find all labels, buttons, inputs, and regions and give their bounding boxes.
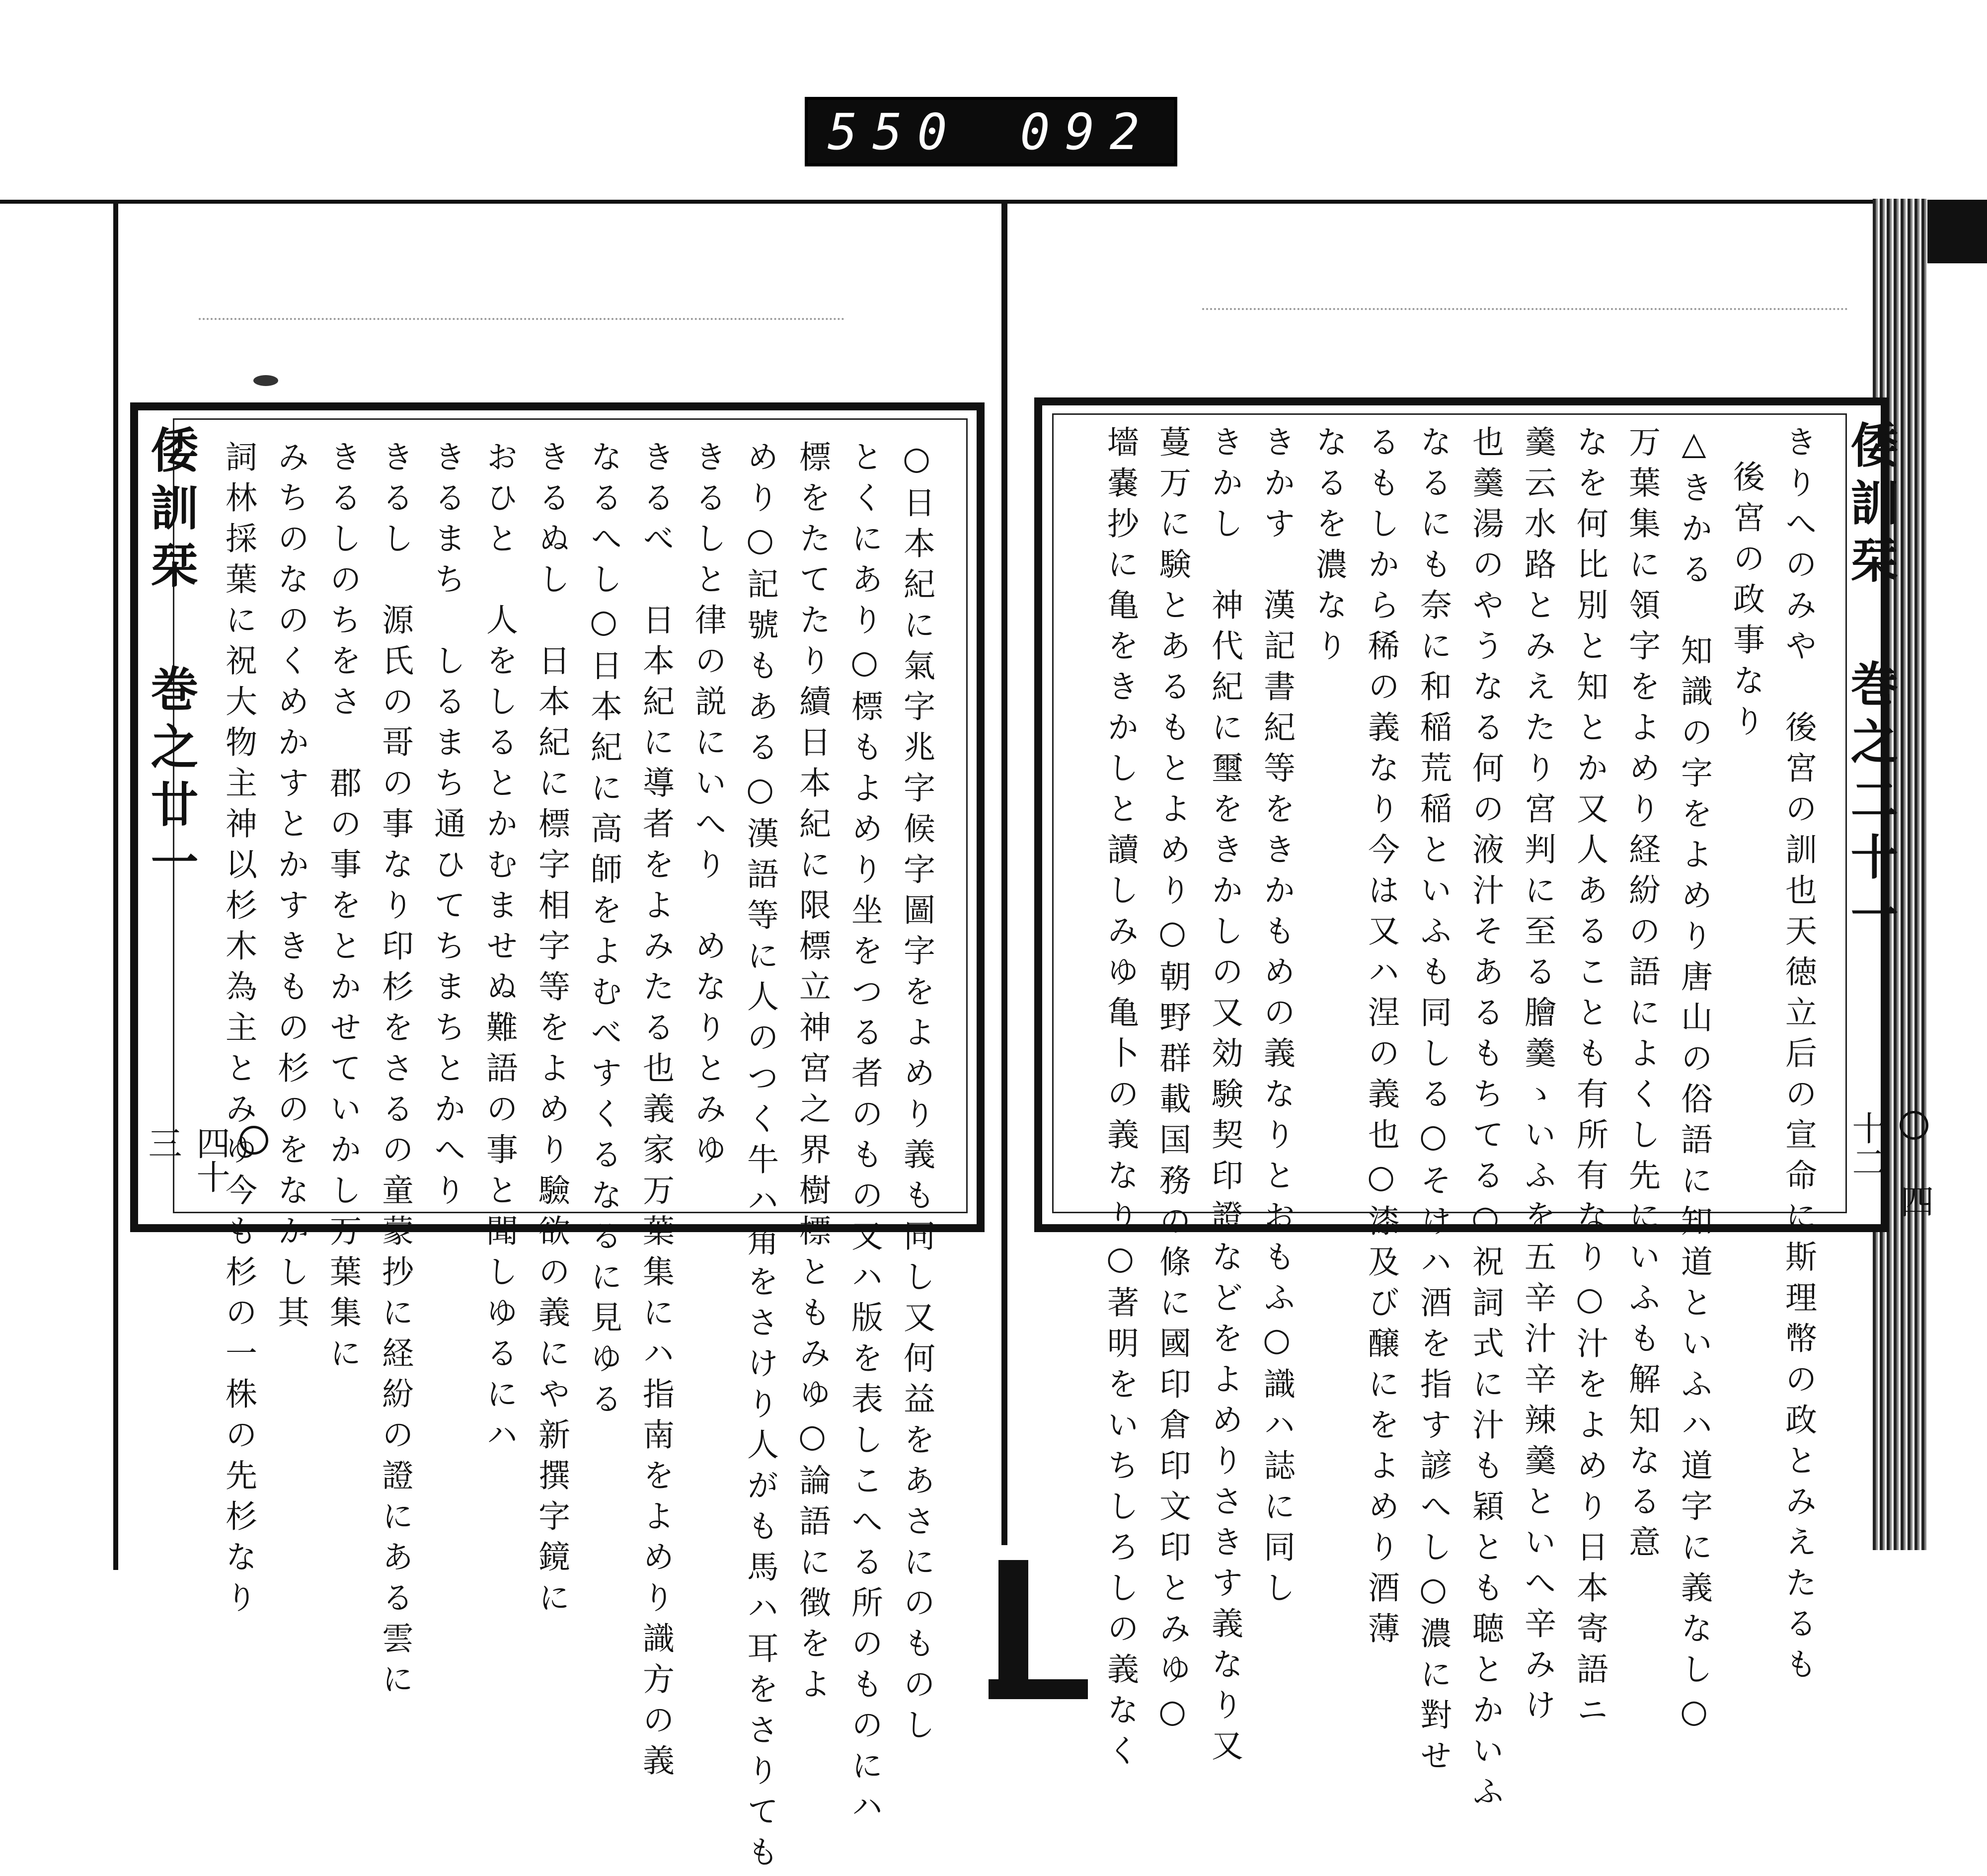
right-page xyxy=(1034,397,1934,1815)
text-column: とくにあり○標もよめり坐をつる者のもの又ハ版を表しこへる所のものにハ xyxy=(846,440,883,1830)
text-column: めり○記號もある○漢語等に人のつく牛ハ角をさけり人がも馬ハ耳をさりても xyxy=(742,440,778,1876)
folio-ring-icon xyxy=(1900,1111,1928,1140)
scan-dotted-rule xyxy=(1202,308,1848,310)
text-column: きるまち しるまち通ひてちまちとかへり xyxy=(429,440,465,1214)
left-page-folio-number: 四十三 xyxy=(143,1126,230,1193)
book-edge-left xyxy=(113,204,118,1570)
text-column: きりへのみや 後宮の訓也天徳立后の宣命に斯理幣の政とみえたるも xyxy=(1780,425,1817,1688)
reel-label xyxy=(805,97,1177,166)
reel-number-right: 092 xyxy=(1020,102,1154,161)
text-column: 墻嚢抄に亀をきかしと讀しみゆ亀卜の義なり○著明をいちしろしの義なく xyxy=(1102,425,1139,1775)
text-column: 万葉集に領字をよめり経紛の語によくし先にいふも解知なる意 xyxy=(1623,425,1660,1566)
text-column: きかし 神代紀に璽をきかしの又効験契印證などをよめりさきす義なり又 xyxy=(1206,425,1243,1770)
text-column: なるを濃なり xyxy=(1310,425,1347,670)
text-column: 後宮の政事なり xyxy=(1728,460,1764,745)
text-column: ○日本紀に氣字兆字候字圖字をよめり義も同し又何益をあさにのものし xyxy=(898,440,935,1749)
spine-base xyxy=(989,1679,1088,1699)
text-column: みちのなのくめかすとかすきもの杉のをなかし其 xyxy=(272,440,309,1336)
text-column: きるしのちをさ 郡の事をとかせていかし万葉集に xyxy=(324,440,361,1377)
text-column: △きかる 知識の字をよめり唐山の俗語に知道といふハ道字に義なし○ xyxy=(1676,425,1712,1739)
text-column: なを何比別と知とか又人あることも有所有なり○汁をよめり日本寄語ニ xyxy=(1571,425,1608,1734)
text-column: きかす 漢記書紀等をきかもめの義なりとおもふ○識ハ誌に同し xyxy=(1258,425,1295,1612)
spine-block xyxy=(998,1560,1028,1694)
right-page-folio-number: 四十二 xyxy=(1846,1111,1934,1218)
right-page-folio xyxy=(1842,1111,1938,1224)
left-page-margin-title: 倭訓栞 巻之廿一 xyxy=(143,425,199,895)
text-column: 也羹湯のやうなる何の液汁そあるもちてる○祝詞式に汁も穎とも聴とかいふ xyxy=(1467,425,1504,1815)
text-column: なるにも奈に和稲荒稲といふも同しる○そけハ酒を指す諺へし○濃に對せ xyxy=(1415,425,1452,1780)
text-column: おひと 人をしるとかむませぬ難語の事と聞しゆるにハ xyxy=(481,440,518,1459)
text-column: 標をたてたり續日本紀に限標立神宮之界樹標ともみゆ○論語に徴をよ xyxy=(794,440,831,1708)
text-column: 羹云水路とみえたり宮判に至る膾羹ゝいふを五辛汁辛辣羹といへ辛みけ xyxy=(1519,425,1556,1729)
text-column: きるぬし 日本紀に標字相字等をよめり驗欲の義にや新撰字鏡に xyxy=(533,440,570,1622)
scan-top-rule xyxy=(0,200,1987,204)
scan-dotted-rule xyxy=(199,318,844,320)
ink-smudge xyxy=(253,375,278,386)
book-edge-right-dark xyxy=(1927,204,1987,263)
text-column: きるしと律の説にいへり めなりとみゆ xyxy=(689,440,726,1173)
left-page xyxy=(130,402,985,1876)
right-page-margin-title: 倭訓栞 巻之二十一 xyxy=(1843,420,1899,947)
text-column: 詞林採葉に祝大物主神以杉木為主とみゆ今も杉の一株の先杉なり xyxy=(220,440,257,1622)
spine-line xyxy=(1001,204,1007,1545)
text-column: なるへし○日本紀に高師をよむべすくるなるに見ゆる xyxy=(585,440,622,1423)
text-column: るもしから稀の義なり今は又ハ涅の義也○漆及び醸にをよめり酒薄 xyxy=(1363,425,1399,1652)
text-column: きるべ 日本紀に導者をよみたる也義家万葉集にハ指南をよめり識方の義 xyxy=(637,440,674,1785)
text-column: 蔓万に験とあるもとよめり○朝野群載国務の條に國印倉印文印とみゆ○ xyxy=(1154,425,1191,1739)
reel-number-left: 550 xyxy=(828,102,962,161)
text-column: きるし 源氏の哥の事なり印杉をさるの童蒙抄に経紛の證にある雲に xyxy=(377,440,413,1703)
